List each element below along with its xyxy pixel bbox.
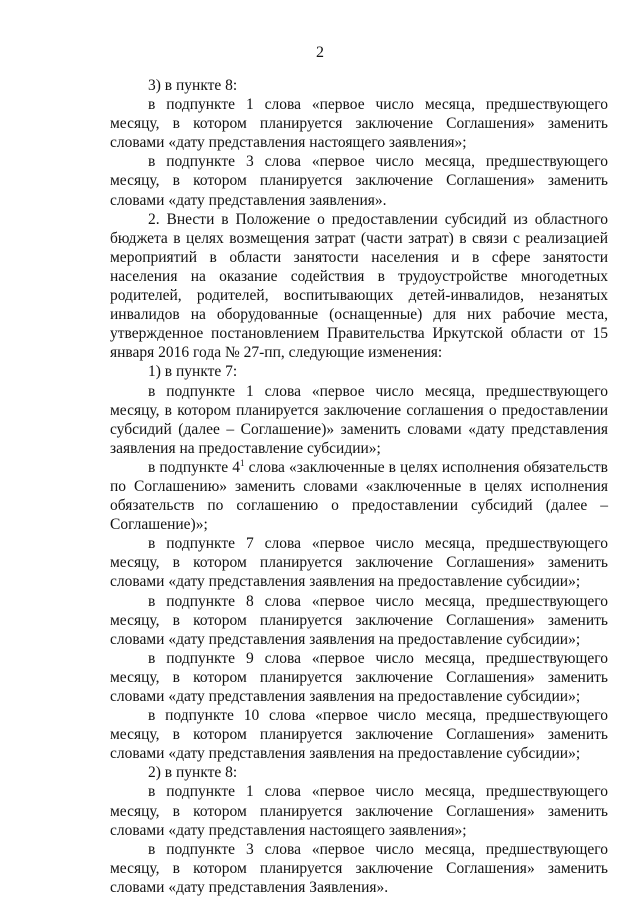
paragraph: в подпункте 1 слова «первое число месяца, предшествующего месяцу, в котором планируется заключение Соглашения» заменить словами «дату представления настоящего заявления»; <box>110 783 608 839</box>
subclause-prefix: в подпункте 4 <box>148 458 241 476</box>
paragraph: в подпункте 9 слова «первое число месяца, предшествующего месяцу, в котором планируется заключение Соглашения» заменить словами «дату представления заявления на предоставление субсидии»; <box>110 649 608 705</box>
paragraph-section-2: 2. Внести в Положение о предоставлении субсидий из областного бюджета в целях возмещения затрат (части затрат) в связи с реализацией мероприятий в области занятости населения и в сфере занятости населения на оказание содействия в трудоустройстве многодетных родителей, родителей, воспитывающих детей-инвалидов, незанятых инвалидов на оборудованные (оснащенные) для них рабочие места, утвержденное постановлением Правительства Иркутской области от 15 января 2016 года № 27-пп, следующие изменения: <box>110 210 608 362</box>
list-item-clause-3: 3) в пункте 8: <box>148 77 238 94</box>
list-item-clause-1: 1) в пункте 7: <box>148 363 238 381</box>
superscript-number: 1 <box>240 457 245 468</box>
page-number: 2 <box>316 44 324 61</box>
paragraph: в подпункте 1 слова «первое число месяца, предшествующего месяцу, в котором планируется заключение соглашения о предоставлении субсидий (далее – Соглашение)» заменить словами «дату представления заявления на предоставление субсидии»; <box>110 382 608 457</box>
paragraph: в подпункте 3 слова «первое число месяца, предшествующего месяцу, в котором планируется заключение Соглашения» заменить словами «дату представления Заявления». <box>110 840 608 896</box>
subclause-text: слова «заключенные в целях исполнения обязательств по Соглашению» заменить словами «заключенные в целях исполнения обязательств по соглашению о предоставлении субсидий (далее – Соглашение)»; <box>110 458 608 534</box>
paragraph-subclause-4-1 <box>110 458 608 534</box>
paragraph: в подпункте 3 слова «первое число месяца, предшествующего месяцу, в котором планируется заключение Соглашения» заменить словами «дату представления заявления». <box>110 153 608 209</box>
paragraph: в подпункте 1 слова «первое число месяца, предшествующего месяцу, в котором планируется заключение Соглашения» заменить словами «дату представления настоящего заявления»; <box>110 96 608 152</box>
paragraph: в подпункте 10 слова «первое число месяца, предшествующего месяцу, в котором планируется заключение Соглашения» заменить словами «дату представления заявления на предоставление субсидии»; <box>110 707 608 763</box>
paragraph: в подпункте 8 слова «первое число месяца, предшествующего месяцу, в котором планируется заключение Соглашения» заменить словами «дату представления заявления на предоставление субсидии»; <box>110 592 608 648</box>
document-body <box>110 76 608 897</box>
paragraph: в подпункте 7 слова «первое число месяца, предшествующего месяцу, в котором планируется заключение Соглашения» заменить словами «дату представления заявления на предоставление субсидии»; <box>110 535 608 591</box>
list-item-clause-2: 2) в пункте 8: <box>148 764 238 782</box>
